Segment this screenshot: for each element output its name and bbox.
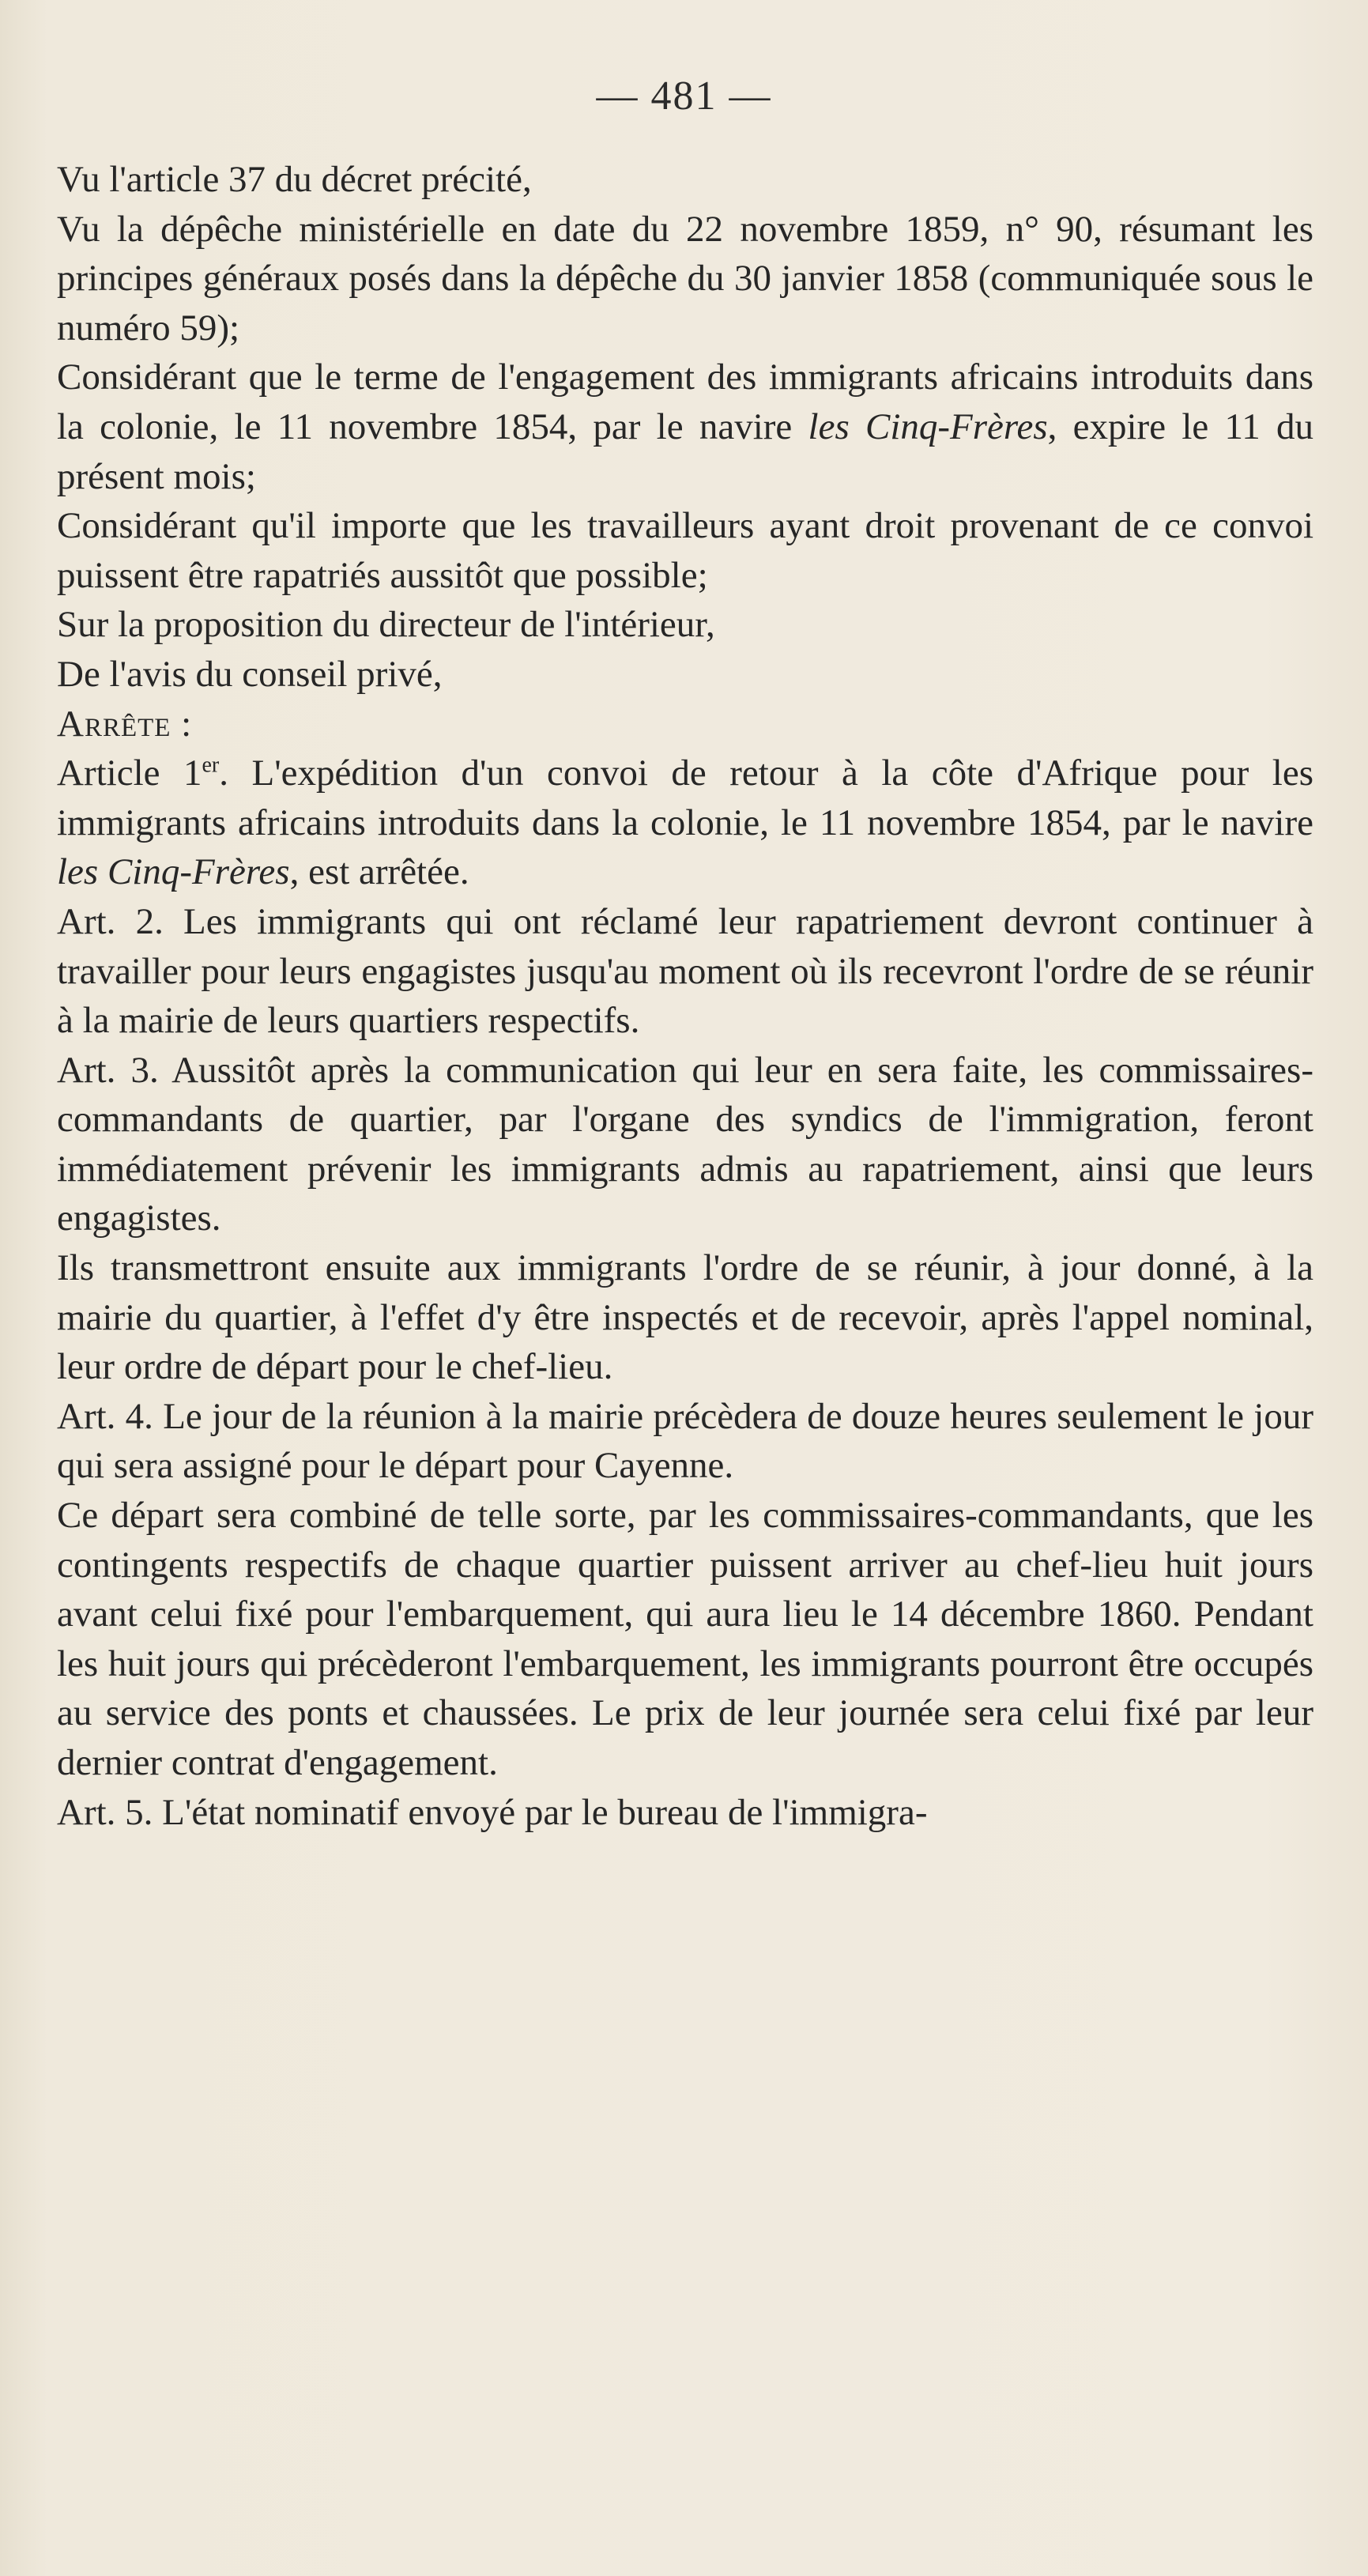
paragraph-considerant-rapatriement: Considérant qu'il importe que les travailleurs ayant droit provenant de ce convoi puissent être rapatriés aussitôt que possible; xyxy=(57,505,1313,596)
paragraph-vu-depeche: Vu la dépêche ministérielle en date du 22 novembre 1859, n° 90, résumant les principes généraux posés dans la dépêche du 30 janvier 1858 (communiquée sous le numéro 59); xyxy=(57,208,1313,349)
text-segment: . L'expédition d'un convoi de retour à la côte d'Afrique pour les immigrants africains introduits dans la colonie, le 11 novembre 1854, par le navire xyxy=(57,752,1313,843)
paragraph-considerant-terme xyxy=(57,353,1313,501)
ship-name: les Cinq-Frères xyxy=(57,851,290,893)
article-label: Article 1 xyxy=(57,752,202,794)
paragraph-article-2: Art. 2. Les immigrants qui ont réclamé leur rapatriement devront continuer à travailler pour leurs engagistes jusqu'au moment où ils recevront l'ordre de se réunir à la mairie de leurs quartiers respectifs. xyxy=(57,900,1313,1042)
paragraph-article-5: Art. 5. L'état nominatif envoyé par le bureau de l'immigra- xyxy=(57,1791,928,1833)
text-segment: , est arrêtée. xyxy=(289,851,469,893)
text-segment: Considérant que le terme de l'engagement des immigrants africains introduits dans la colonie, le 11 novembre 1854, par le navire xyxy=(57,356,1313,447)
paragraph-article-4-continued: Ce départ sera combiné de telle sorte, par les commissaires-commandants, que les contingents respectifs de chaque quartier puissent arriver au chef-lieu huit jours avant celui fixé pour l'embarquement, qui aura lieu le 14 décembre 1860. Pendant les huit jours qui précèderont l'embarquement, les immigrants pourront être occupés au service des ponts et chaussées. Le prix de leur journée sera celui fixé par leur dernier contrat d'engagement. xyxy=(57,1495,1313,1783)
paragraph-vu-article: Vu l'article 37 du décret précité, xyxy=(57,159,532,200)
paragraph-article-3: Art. 3. Aussitôt après la communication qui leur en sera faite, les commissaires-commandants de quartier, par l'organe des syndics de l'immigration, feront immédiatement prévenir les immigrants admis au rapatriement, ainsi que leurs engagistes. xyxy=(57,1049,1313,1239)
paragraph-article-4: Art. 4. Le jour de la réunion à la mairie précèdera de douze heures seulement le jour qui sera assigné pour le départ pour Cayenne. xyxy=(57,1395,1313,1487)
article-superscript: er xyxy=(202,752,220,778)
paragraph-proposition: Sur la proposition du directeur de l'intérieur, xyxy=(57,604,715,646)
document-body xyxy=(57,155,1313,1837)
paragraph-arrete: Arrête : xyxy=(57,703,193,745)
paragraph-article-3-continued: Ils transmettront ensuite aux immigrants l'ordre de se réunir, à jour donné, à la mairie du quartier, à l'effet d'y être inspectés et de recevoir, après l'appel nominal, leur ordre de départ pour le chef-lieu. xyxy=(57,1247,1313,1388)
paragraph-article-1 xyxy=(57,749,1313,897)
ship-name: les Cinq-Frères xyxy=(808,405,1048,447)
page-number: — 481 — xyxy=(596,74,772,119)
text-segment: , expire le 11 du présent mois; xyxy=(57,405,1314,497)
paragraph-avis: De l'avis du conseil privé, xyxy=(57,653,443,695)
